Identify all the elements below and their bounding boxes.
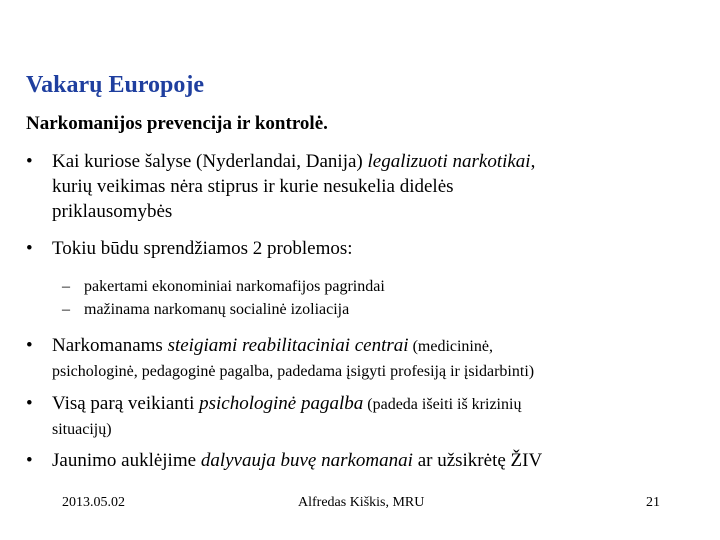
footer-page-number: 21 xyxy=(646,495,660,510)
sub-bullet-marker: – xyxy=(62,301,70,318)
bullet-line xyxy=(52,150,535,174)
bullet-line: kurių veikimas nėra stiprus ir kurie nesukelia didelės xyxy=(52,176,454,197)
bullet-text-small: (medicininė, xyxy=(408,338,493,355)
bullet-italic: legalizuoti narkotikai xyxy=(367,151,531,172)
footer-author: Alfredas Kiškis, MRU xyxy=(298,495,425,510)
sub-bullet-text: mažinama narkomanų socialinė izoliacija xyxy=(84,301,350,318)
bullet-text: Kai kuriose šalyse (Nyderlandai, Danija) xyxy=(52,151,368,172)
bullet-text: Jaunimo auklėjime xyxy=(52,450,201,471)
bullet-rehab-centers xyxy=(26,334,716,384)
bullet-marker: • xyxy=(26,238,33,259)
bullet-line-small: situacijų) xyxy=(52,421,112,438)
bullet-psych-help xyxy=(26,392,716,442)
bullet-line xyxy=(52,449,542,473)
bullet-line xyxy=(52,334,493,359)
bullet-text-small: (padeda išeiti iš krizinių xyxy=(363,396,522,413)
bullet-text: Visą parą veikianti xyxy=(52,393,200,414)
bullet-line: priklausomybės xyxy=(52,201,173,222)
bullet-text: Tokiu būdu sprendžiamos 2 problemos: xyxy=(52,238,353,259)
sub-bullet-economic xyxy=(62,277,662,299)
footer-date: 2013.05.02 xyxy=(62,495,125,510)
slide-title: Vakarų Europoje xyxy=(26,72,205,98)
bullet-marker: • xyxy=(26,450,33,471)
bullet-solves-problems xyxy=(26,237,706,265)
bullet-italic: psichologinė pagalba xyxy=(199,393,364,414)
sub-bullet-text: pakertami ekonominiai narkomafijos pagrindai xyxy=(84,278,385,295)
bullet-line xyxy=(52,392,521,417)
bullet-italic: dalyvauja buvę narkomanai xyxy=(200,450,413,471)
bullet-text: ar užsikrėtę ŽIV xyxy=(412,450,543,471)
sub-bullet-marker: – xyxy=(62,278,70,295)
bullet-italic: steigiami reabilitaciniai centrai xyxy=(167,335,409,356)
bullet-marker: • xyxy=(26,393,33,414)
bullet-line-small: psichologinė, pedagoginė pagalba, padedama įsigyti profesiją ir įsidarbinti) xyxy=(52,363,535,380)
sub-bullet-isolation xyxy=(62,300,662,322)
bullet-marker: • xyxy=(26,335,33,356)
bullet-marker: • xyxy=(26,151,33,172)
bullet-text: Narkomanams xyxy=(52,335,168,356)
bullet-youth-education xyxy=(26,449,716,477)
bullet-text: , xyxy=(530,151,536,172)
bullet-legalization xyxy=(26,150,706,230)
slide-subtitle: Narkomanijos prevencija ir kontrolė. xyxy=(26,113,328,134)
